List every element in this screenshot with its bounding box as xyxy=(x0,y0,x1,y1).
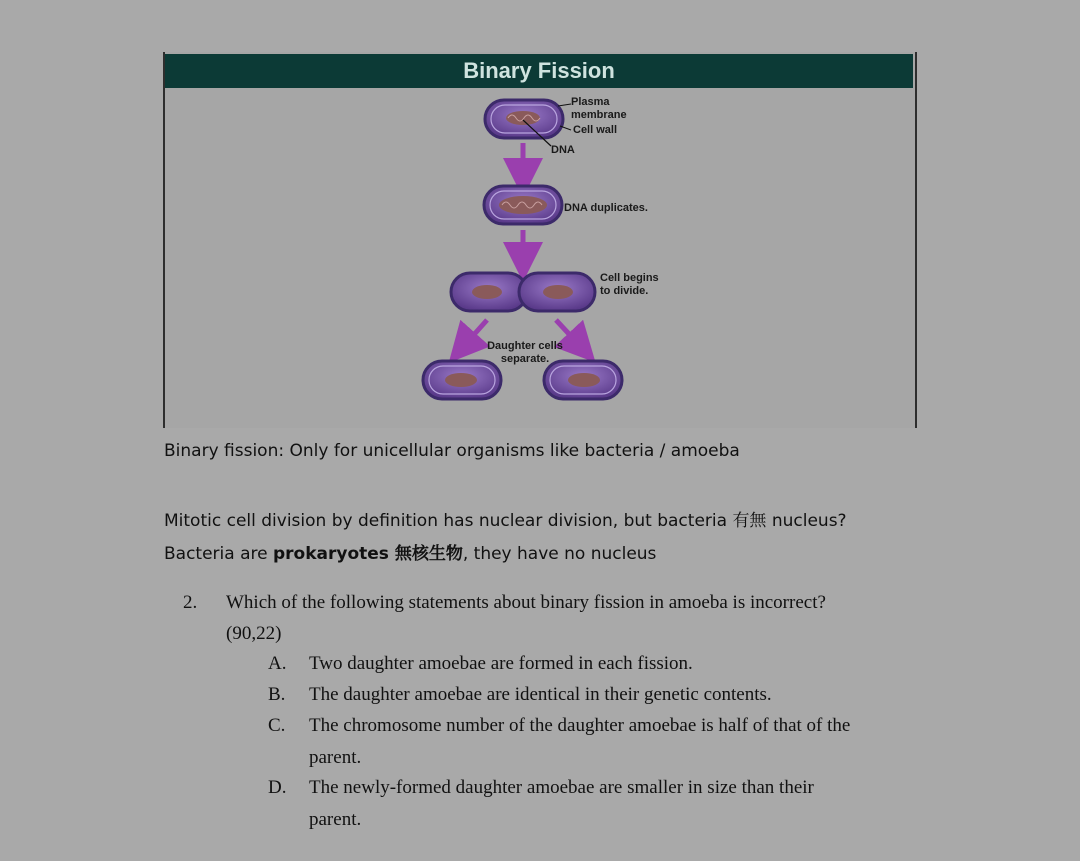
option-letter-d: D. xyxy=(268,777,287,798)
dna-icon xyxy=(506,111,540,125)
option-text-d-cont: parent. xyxy=(309,809,362,830)
daughter-cell-right xyxy=(544,361,622,399)
option-text-c-cont: parent. xyxy=(309,747,362,768)
label-daughter-cells: Daughter cells separate. xyxy=(487,340,563,365)
label-dna-duplicates: DNA duplicates. xyxy=(564,202,648,214)
option-letter-a: A. xyxy=(268,653,287,674)
note-line-2: Mitotic cell division by definition has nuclear division, but bacteria 有無 nucleus? xyxy=(164,511,847,531)
label-plasma-membrane: Plasma membrane xyxy=(571,96,627,121)
cell-stage-1 xyxy=(485,100,563,138)
option-letter-c: C. xyxy=(268,715,286,736)
note-line-3: Bacteria are prokaryotes 無核生物, they have no nucleus xyxy=(164,544,657,564)
note-line-1: Binary fission: Only for unicellular organisms like bacteria / amoeba xyxy=(164,441,740,461)
option-text-a: Two daughter amoebae are formed in each fission. xyxy=(309,653,693,674)
label-dna: DNA xyxy=(551,144,575,156)
cjk-prokaryotes: 無核生物 xyxy=(394,544,463,564)
option-text-b: The daughter amoebae are identical in their genetic contents. xyxy=(309,684,772,705)
question-ref: (90,22) xyxy=(226,623,282,644)
cell-stage-3-dividing xyxy=(451,273,595,311)
option-text-d: The newly-formed daughter amoebae are smaller in size than their xyxy=(309,777,814,798)
daughter-cell-left xyxy=(423,361,501,399)
label-cell-begins: Cell begins to divide. xyxy=(600,272,659,297)
option-letter-b: B. xyxy=(268,684,286,705)
cell-stage-2 xyxy=(484,186,562,224)
question-number: 2. xyxy=(183,592,198,613)
dna-duplicated-icon xyxy=(499,196,547,214)
cjk-with-without: 有無 xyxy=(732,511,767,531)
figure-title: Binary Fission xyxy=(165,54,913,88)
question-stem: Which of the following statements about binary fission in amoeba is incorrect? xyxy=(226,592,826,613)
option-text-c: The chromosome number of the daughter amoebae is half of that of the xyxy=(309,715,851,736)
label-cell-wall: Cell wall xyxy=(573,124,618,136)
prokaryotes-term: prokaryotes xyxy=(272,544,395,564)
